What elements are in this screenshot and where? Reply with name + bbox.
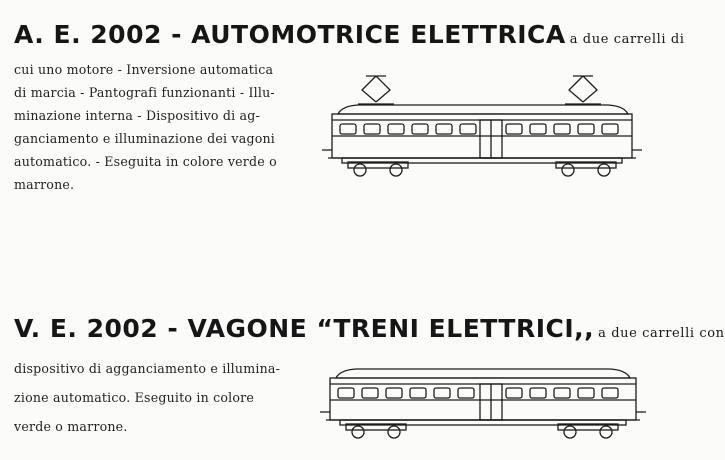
section1-title-tail: a due carrelli di bbox=[569, 32, 685, 47]
bogie-left bbox=[348, 162, 408, 176]
section1-line: ganciamento e illuminazione dei vagoni bbox=[14, 131, 276, 146]
section2-body bbox=[14, 354, 280, 441]
section2-title bbox=[14, 314, 725, 343]
bogie-right bbox=[556, 162, 616, 176]
section1-line: marrone. bbox=[14, 177, 75, 192]
section2-line: zione automatico. Eseguito in colore bbox=[14, 390, 255, 405]
section2-line: dispositivo di agganciamento e illumina- bbox=[14, 361, 281, 376]
railcar-illustration bbox=[318, 70, 648, 180]
section1-body bbox=[14, 58, 277, 196]
section1-line: automatico. - Eseguita in colore verde o bbox=[14, 154, 277, 169]
bogie-left bbox=[346, 424, 406, 438]
coach-illustration bbox=[318, 364, 648, 444]
window-row bbox=[340, 124, 618, 134]
section1-line: cui uno motore - Inversione automatica bbox=[14, 62, 274, 77]
bogie-right bbox=[558, 424, 618, 438]
section1-title-main: A. E. 2002 - AUTOMOTRICE ELETTRICA bbox=[14, 20, 566, 49]
section2-title-main: V. E. 2002 - VAGONE “TRENI ELETTRICI,, bbox=[14, 314, 595, 343]
pantograph-right bbox=[565, 76, 601, 104]
section1-line: di marcia - Pantografi funzionanti - Illu- bbox=[14, 85, 275, 100]
window-row bbox=[338, 388, 618, 398]
section2-title-tail: a due carrelli con bbox=[598, 326, 725, 341]
section1-title bbox=[14, 20, 685, 49]
section1-line: minazione interna - Dispositivo di ag- bbox=[14, 108, 260, 123]
section2-line: verde o marrone. bbox=[14, 419, 128, 434]
pantograph-left bbox=[358, 76, 394, 104]
